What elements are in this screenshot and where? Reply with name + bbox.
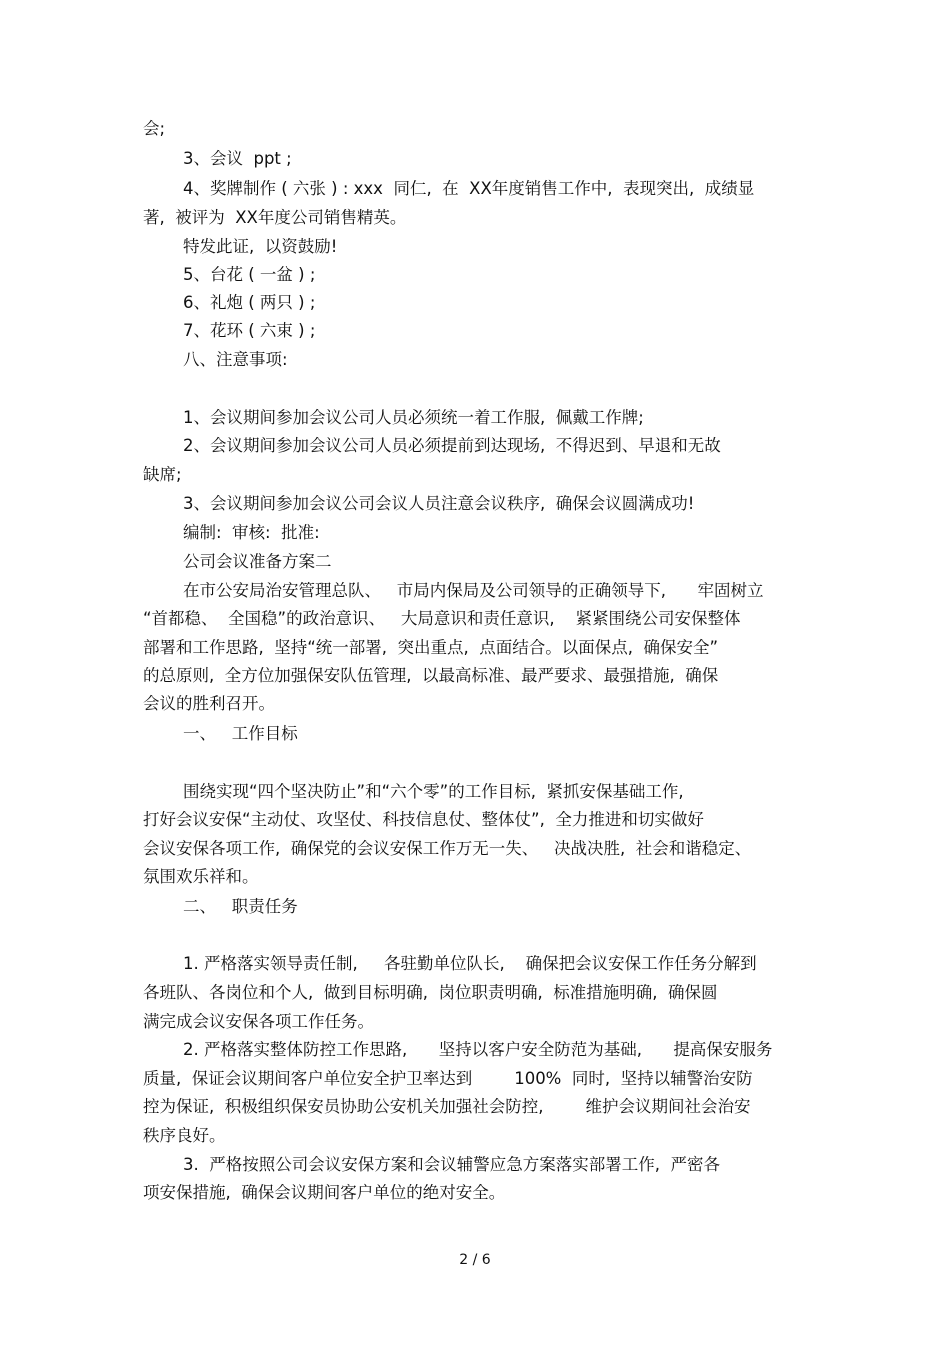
text-line: 著, 被评为 XX年度公司销售精英。 bbox=[143, 208, 407, 227]
text-line: 5、台花 ( 一盆 ) ; bbox=[183, 265, 316, 284]
text-line: 1、会议期间参加会议公司人员必须统一着工作服, 佩戴工作牌; bbox=[183, 408, 644, 427]
section-heading: 八、注意事项: bbox=[183, 350, 288, 369]
text-line: 秩序良好。 bbox=[143, 1126, 226, 1145]
text-line: 控为保证, 积极组织保安员协助公安机关加强社会防控, 维护会议期间社会治安 bbox=[143, 1097, 751, 1116]
text-line: 会议的胜利召开。 bbox=[143, 694, 275, 713]
text-line: 的总原则, 全方位加强保安队伍管理, 以最高标准、最严要求、最强措施, 确保 bbox=[143, 666, 719, 685]
text-line: 3. 严格按照公司会议安保方案和会议辅警应急方案落实部署工作, 严密各 bbox=[183, 1155, 720, 1174]
text-line: 缺席; bbox=[143, 465, 182, 484]
text-line: 项安保措施, 确保会议期间客户单位的绝对安全。 bbox=[143, 1183, 506, 1202]
text-line: 3、会议 ppt ; bbox=[183, 149, 292, 168]
text-line: 2、会议期间参加会议公司人员必须提前到达现场, 不得迟到、早退和无故 bbox=[183, 436, 721, 455]
text-line: 部署和工作思路, 坚持“统一部署, 突出重点, 点面结合。以面保点, 确保安全” bbox=[143, 638, 719, 657]
text-line: 会; bbox=[143, 119, 166, 138]
text-line: 特发此证, 以资鼓励! bbox=[183, 237, 338, 256]
text-line: 打好会议安保“主动仗、攻坚仗、科技信息仗、整体仗”, 全力推进和切实做好 bbox=[143, 810, 704, 829]
text-line: 2. 严格落实整体防控工作思路, 坚持以客户安全防范为基础, 提高保安服务 bbox=[183, 1040, 773, 1059]
text-line: 3、会议期间参加会议公司会议人员注意会议秩序, 确保会议圆满成功! bbox=[183, 494, 695, 513]
text-line: 在市公安局治安管理总队、 市局内保局及公司领导的正确领导下, 牢固树立 bbox=[183, 581, 764, 600]
text-line: 会议安保各项工作, 确保党的会议安保工作万无一失、 决战决胜, 社会和谐稳定、 bbox=[143, 839, 752, 858]
section-heading: 一、 工作目标 bbox=[183, 724, 298, 743]
page-number: 2 / 6 bbox=[459, 1252, 491, 1268]
text-line: 围绕实现“四个坚决防止”和“六个零”的工作目标, 紧抓安保基础工作, bbox=[183, 782, 684, 801]
text-line: 编制: 审核: 批准: bbox=[183, 523, 320, 542]
text-line: 质量, 保证会议期间客户单位安全护卫率达到 100% 同时, 坚持以辅警治安防 bbox=[143, 1069, 753, 1088]
text-line: 满完成会议安保各项工作任务。 bbox=[143, 1012, 374, 1031]
section-heading: 公司会议准备方案二 bbox=[183, 552, 332, 571]
text-line: 4、奖牌制作 ( 六张 ) : xxx 同仁, 在 XX年度销售工作中, 表现突出, 成绩显 bbox=[183, 179, 755, 198]
text-line: 7、花环 ( 六束 ) ; bbox=[183, 321, 316, 340]
text-line: 6、礼炮 ( 两只 ) ; bbox=[183, 293, 316, 312]
section-heading: 二、 职责任务 bbox=[183, 897, 298, 916]
text-line: 氛围欢乐祥和。 bbox=[143, 867, 259, 886]
text-line: 1. 严格落实领导责任制, 各驻勤单位队长, 确保把会议安保工作任务分解到 bbox=[183, 954, 757, 973]
text-line: 各班队、各岗位和个人, 做到目标明确, 岗位职责明确, 标准措施明确, 确保圆 bbox=[143, 983, 718, 1002]
text-line: “首都稳、 全国稳”的政治意识、 大局意识和责任意识, 紧紧围绕公司安保整体 bbox=[143, 609, 741, 628]
